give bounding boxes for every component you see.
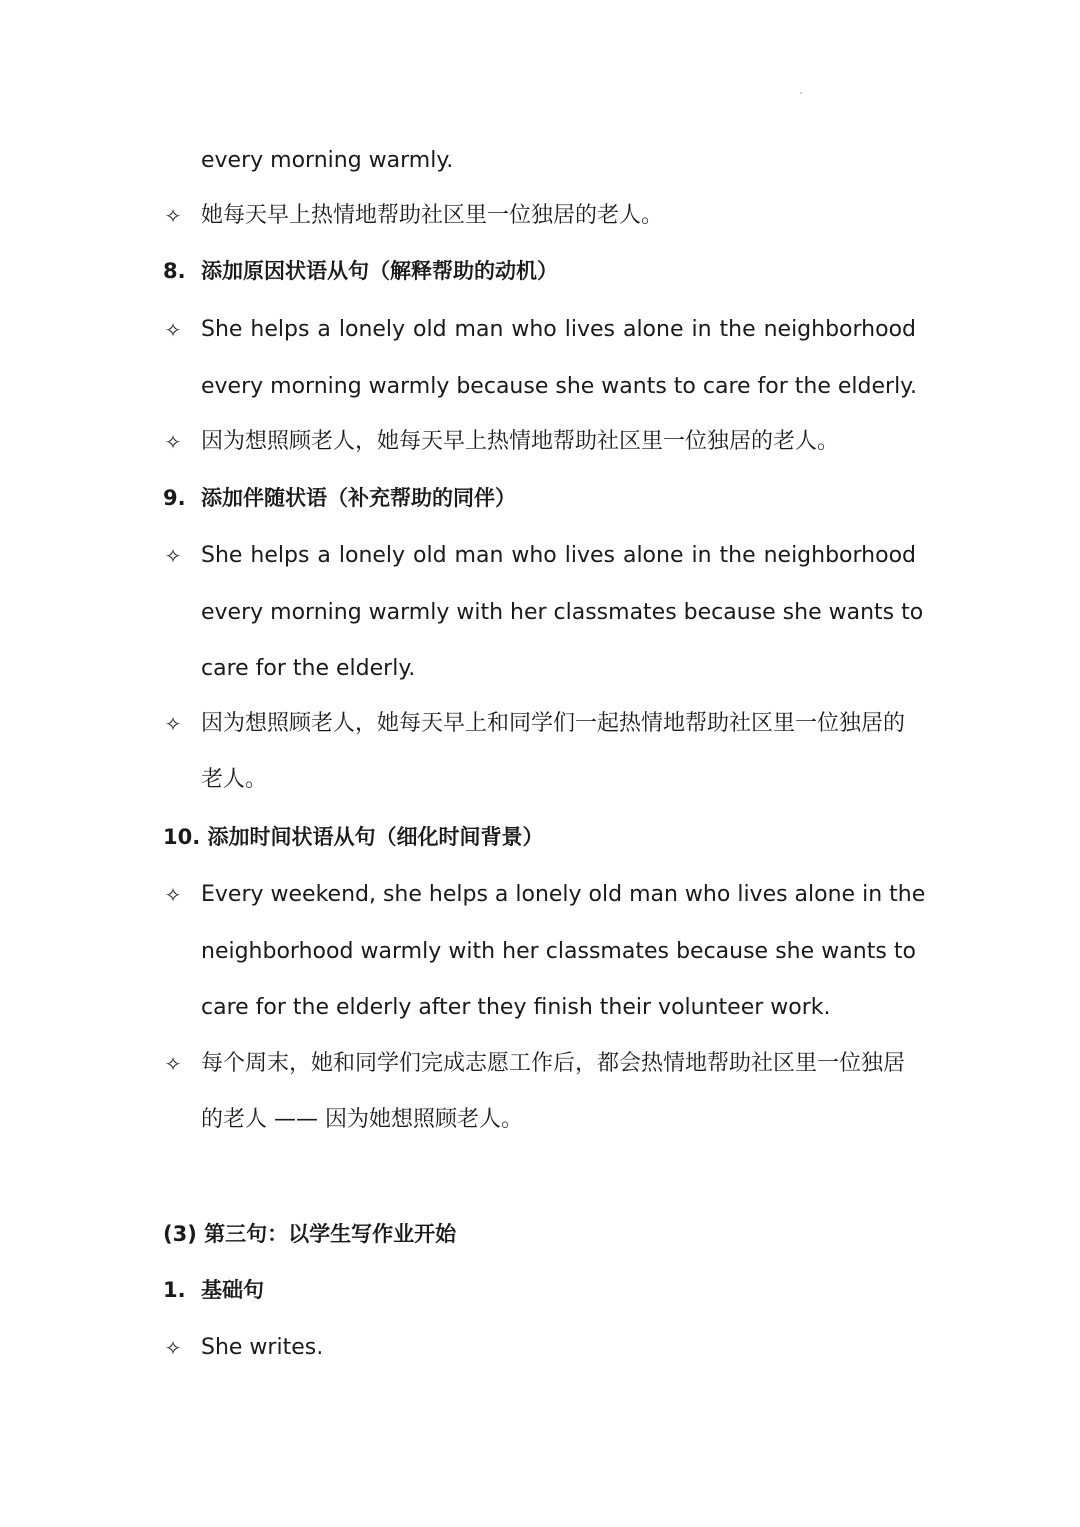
heading-9: 添加伴随状语（补充帮助的同伴） xyxy=(201,486,516,510)
translation-line: 老人。 xyxy=(201,767,268,792)
scan-speck xyxy=(800,92,802,94)
star-bullet-icon: ✧ xyxy=(164,204,182,228)
heading-8: 添加原因状语从句（解释帮助的动机） xyxy=(201,259,558,283)
heading-number: 8. xyxy=(163,259,186,283)
star-bullet-icon: ✧ xyxy=(164,430,182,454)
star-bullet-icon: ✧ xyxy=(164,1052,182,1076)
star-bullet-icon: ✧ xyxy=(164,883,182,907)
sentence-line: every morning warmly because she wants to care for the elderly. xyxy=(201,374,918,399)
section-3-heading: (3) 第三句：以学生写作业开始 xyxy=(163,1222,457,1246)
heading-number: 1. xyxy=(163,1278,186,1302)
heading-10: 10. 添加时间状语从句（细化时间背景） xyxy=(163,825,544,849)
sentence-line: She helps a lonely old man who lives alone in the neighborhood xyxy=(201,317,916,342)
translation-line: 每个周末，她和同学们完成志愿工作后，都会热情地帮助社区里一位独居 xyxy=(201,1051,906,1076)
translation-line: 的老人 —— 因为她想照顾老人。 xyxy=(201,1107,523,1132)
heading-basic-sentence: 基础句 xyxy=(201,1278,264,1302)
sentence-line: neighborhood warmly with her classmates because she wants to xyxy=(201,939,916,964)
translation-line: 因为想照顾老人，她每天早上和同学们一起热情地帮助社区里一位独居的 xyxy=(201,711,906,736)
star-bullet-icon: ✧ xyxy=(164,544,182,568)
translation-line: 她每天早上热情地帮助社区里一位独居的老人。 xyxy=(201,203,664,228)
sentence-line: Every weekend, she helps a lonely old man who lives alone in the xyxy=(201,882,926,907)
sentence-line: She helps a lonely old man who lives alone in the neighborhood xyxy=(201,543,916,568)
translation-line: 因为想照顾老人，她每天早上热情地帮助社区里一位独居的老人。 xyxy=(201,429,840,454)
sentence-line: care for the elderly. xyxy=(201,656,416,681)
sentence-line: care for the elderly after they finish their volunteer work. xyxy=(201,995,831,1020)
star-bullet-icon: ✧ xyxy=(164,318,182,342)
sentence-line: every morning warmly with her classmates because she wants to xyxy=(201,600,924,625)
star-bullet-icon: ✧ xyxy=(164,1336,182,1360)
sentence-line: She writes. xyxy=(201,1335,324,1360)
heading-number: 9. xyxy=(163,486,186,510)
star-bullet-icon: ✧ xyxy=(164,712,182,736)
sentence-line: every morning warmly. xyxy=(201,148,454,173)
